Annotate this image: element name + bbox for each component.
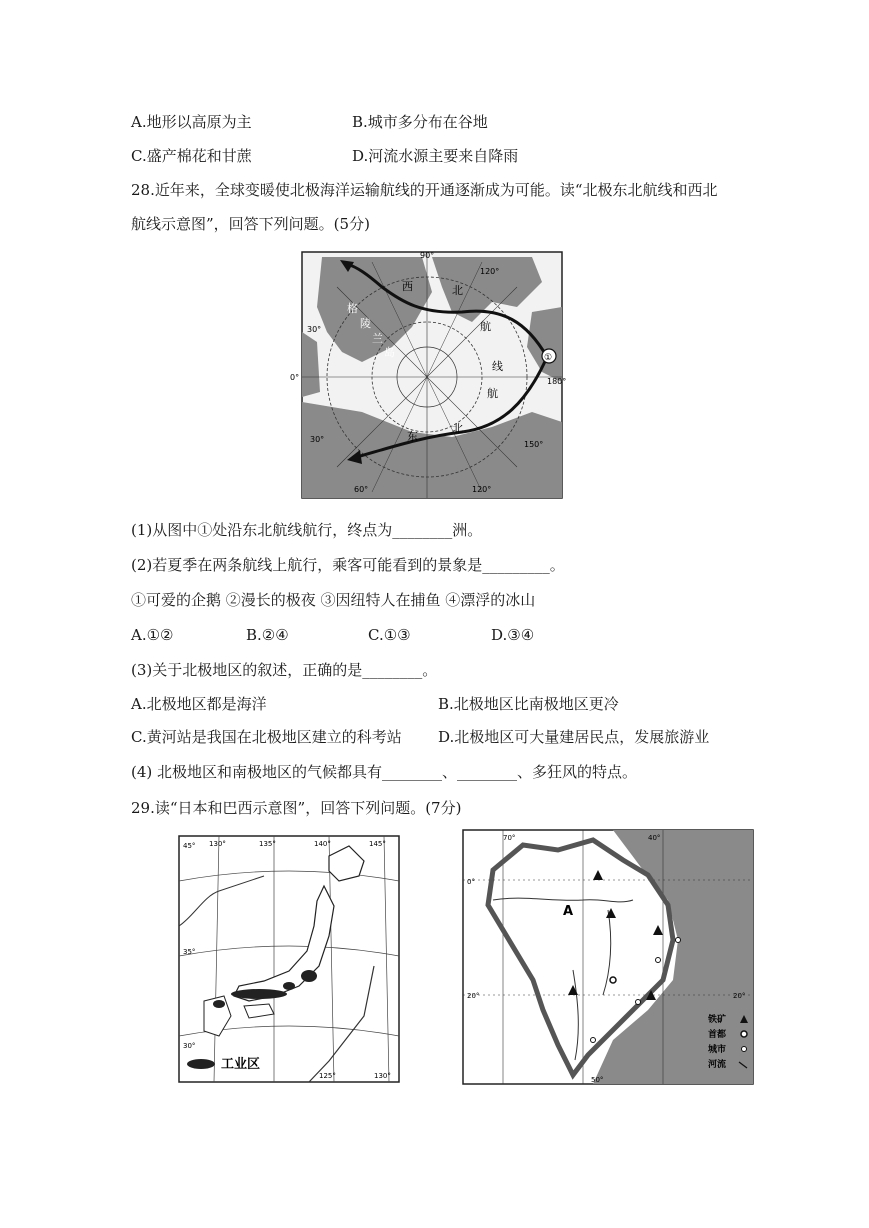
legend-city-icon [742, 1047, 747, 1052]
brazil-map-svg [463, 830, 753, 1084]
japan-lat-30: 30° [183, 1042, 196, 1050]
q28-sub2-items: ①可爱的企鹅 ②漫长的极夜 ③因纽特人在捕鱼 ④漂浮的冰山 [131, 591, 536, 609]
q28-sub1: (1)从图中①处沿东北航线航行，终点为________洲。 [131, 521, 483, 539]
city-1 [676, 938, 681, 943]
brazil-lon-70: 70° [503, 834, 516, 842]
ne-route-label-1: 北 [452, 422, 463, 435]
japan-lat-45: 45° [183, 842, 196, 850]
q28-sub3-option-c: C.黄河站是我国在北极地区建立的科考站 [131, 728, 402, 746]
japan-lon-130-bottom: 130° [374, 1072, 391, 1080]
q28-stem-line2: 航线示意图”，回答下列问题。(5分) [131, 215, 370, 233]
legend-city-label: 城市 [708, 1045, 727, 1055]
q27-option-b: B.城市多分布在谷地 [352, 113, 488, 131]
q27-option-c: C.盛产棉花和甘蔗 [131, 147, 252, 165]
map-label-lon-br: 150° [524, 440, 544, 449]
legend-industrial-label: 工业区 [221, 1057, 261, 1072]
map-label-lon-bl: 60° [354, 485, 369, 494]
brazil-lat-20-left: 20° [467, 992, 480, 1000]
ne-route-label-2: 航 [487, 387, 498, 400]
industrial-zone-1 [231, 989, 287, 999]
industrial-zone-4 [213, 1000, 225, 1008]
q27-option-d: D.河流水源主要来自降雨 [352, 147, 519, 165]
arctic-routes-map [290, 251, 567, 498]
brazil-map [463, 830, 753, 1084]
q28-sub2-option-c: C.①③ [368, 626, 411, 644]
q28-sub3: (3)关于北极地区的叙述，正确的是________。 [131, 661, 438, 679]
map-label-lon-left-high: 30° [307, 325, 322, 334]
q28-sub3-option-d: D.北极地区可大量建居民点，发展旅游业 [438, 728, 710, 746]
greenland-label-4: 岛 [384, 346, 395, 359]
marker-1-label: ① [544, 353, 553, 363]
japan-lon-125-bottom: 125° [319, 1072, 336, 1080]
industrial-zone-3 [283, 982, 295, 990]
greenland-label-1: 格 [347, 302, 358, 315]
arctic-map-svg [290, 251, 567, 498]
q28-sub4: (4) 北极地区和南极地区的气候都具有________、________、多狂风的特点。 [131, 763, 638, 781]
brazil-lon-40: 40° [648, 834, 661, 842]
brazil-lat-20-right: 20° [733, 992, 746, 1000]
map-label-lon-right: 180° [547, 377, 567, 386]
q28-sub3-option-b: B.北极地区比南极地区更冷 [438, 695, 619, 713]
ne-route-label-0: 东 [407, 430, 418, 443]
legend-industrial-swatch [187, 1059, 215, 1069]
legend-river-label: 河流 [708, 1060, 727, 1070]
japan-lon-135: 135° [259, 840, 276, 848]
map-label-lon-left: 0° [290, 373, 300, 382]
q28-sub2-option-a: A.①② [131, 626, 174, 644]
legend-iron-ore-label: 铁矿 [708, 1015, 727, 1025]
map-label-lon-top: 90° [420, 251, 435, 260]
q27-option-a: A.地形以高原为主 [131, 113, 252, 131]
nw-route-label-1: 西 [402, 280, 413, 293]
greenland-label-2: 陵 [360, 317, 371, 330]
nw-route-label-3: 航 [480, 320, 491, 333]
map-label-lon-left-low: 30° [310, 435, 325, 444]
japan-map-svg [179, 836, 399, 1082]
city-2 [656, 958, 661, 963]
point-a-label: A [563, 904, 574, 919]
map-label-lon-bottom: 120° [472, 485, 492, 494]
ne-route-label-3: 线 [492, 360, 503, 373]
japan-lon-140: 140° [314, 840, 331, 848]
japan-map [179, 836, 399, 1082]
q28-sub2-option-b: B.②④ [246, 626, 289, 644]
q28-sub2: (2)若夏季在两条航线上航行，乘客可能看到的景象是_________。 [131, 556, 565, 574]
brazil-lon-50: 50° [591, 1076, 604, 1084]
greenland-label-3: 兰 [372, 332, 383, 345]
legend-capital-label: 首都 [708, 1030, 727, 1040]
japan-lat-35: 35° [183, 948, 196, 956]
nw-route-label-2: 北 [452, 284, 463, 297]
city-4 [591, 1038, 596, 1043]
industrial-zone-2 [301, 970, 317, 982]
japan-lon-145: 145° [369, 840, 386, 848]
japan-lon-130: 130° [209, 840, 226, 848]
city-3 [636, 1000, 641, 1005]
map-label-lon-tr: 120° [480, 267, 500, 276]
q29-stem: 29.读“日本和巴西示意图”，回答下列问题。(7分) [131, 799, 462, 817]
brazil-lat-0: 0° [467, 878, 475, 886]
legend-capital-icon [741, 1031, 747, 1037]
capital-city [610, 977, 616, 983]
q28-stem-line1: 28.近年来，全球变暖使北极海洋运输航线的开通逐渐成为可能。读“北极东北航线和西北 [131, 181, 718, 199]
q28-sub2-option-d: D.③④ [491, 626, 535, 644]
q28-sub3-option-a: A.北极地区都是海洋 [131, 695, 267, 713]
